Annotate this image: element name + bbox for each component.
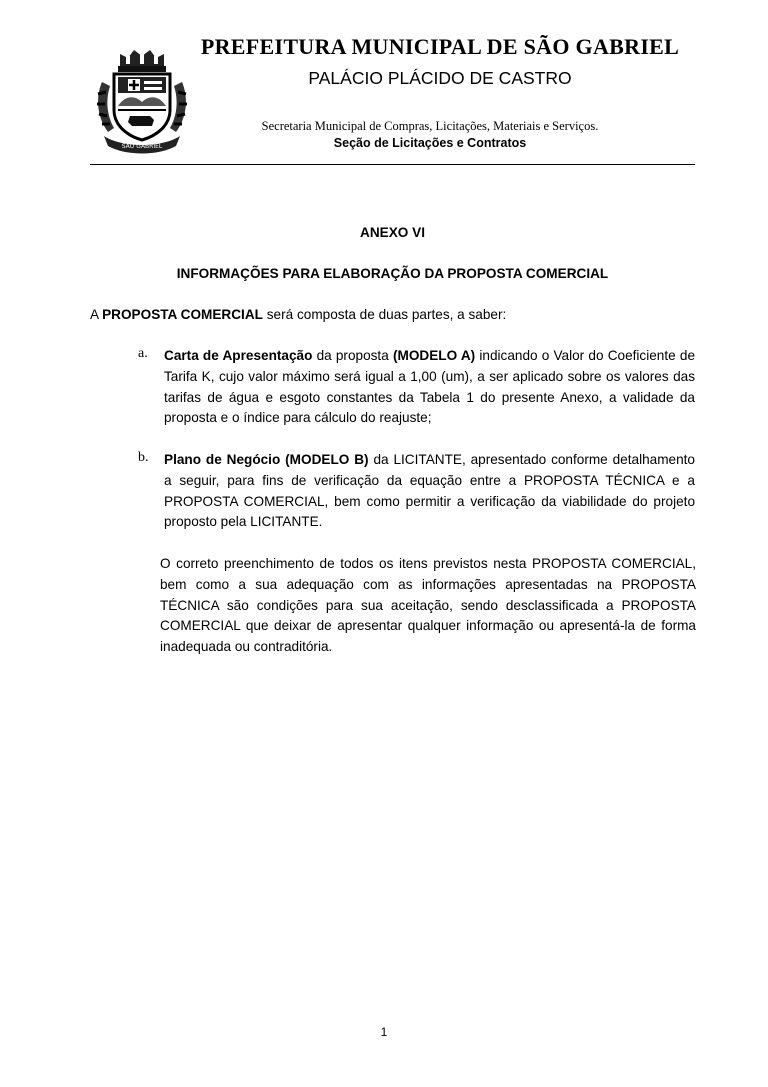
- item-text-part: indicando o Valor do Coeficiente de Tarifa K, cujo valor máximo será igual a 1,00 (um), a ser aplicado sobre os valores das tarifas de água e esgoto constantes da Tabela 1 do presente Anexo, a validade da proposta e o índice para cálculo do reajuste;: [164, 348, 696, 426]
- item-text-part: da proposta: [312, 348, 393, 363]
- intro-rest: será composta de duas partes, a saber:: [262, 307, 507, 322]
- secretaria-line: Secretaria Municipal de Compras, Licitações, Materiais e Serviços.: [261, 119, 599, 133]
- page-number: 1: [380, 1025, 388, 1039]
- annex-title: ANEXO VI: [360, 225, 425, 240]
- secao-line: Seção de Licitações e Contratos: [333, 136, 527, 150]
- header-divider: [90, 164, 695, 165]
- list-marker: b.: [138, 450, 149, 465]
- intro-paragraph: [90, 307, 695, 322]
- coat-of-arms-logo: [92, 44, 192, 156]
- item-bold-model: (MODELO B): [285, 452, 369, 467]
- section-heading: INFORMAÇÕES PARA ELABORAÇÃO DA PROPOSTA COMERCIAL: [176, 266, 609, 281]
- item-bold-title: Plano de Negócio: [164, 452, 281, 467]
- intro-prefix: A: [90, 307, 103, 322]
- coat-ribbon-text: SÃO GABRIEL: [121, 143, 163, 150]
- item-bold-model: (MODELO A): [392, 348, 476, 363]
- list-item-text: [164, 346, 695, 429]
- palace-subtitle: PALÁCIO PLÁCIDO DE CASTRO: [308, 68, 572, 88]
- municipality-title: PREFEITURA MUNICIPAL DE SÃO GABRIEL: [200, 34, 680, 59]
- item-bold-title: Carta de Apresentação: [164, 348, 313, 363]
- intro-bold: PROPOSTA COMERCIAL: [102, 307, 263, 322]
- list-item-text: [164, 450, 695, 533]
- item-text-part: da LICITANTE, apresentado conforme detalhamento a seguir, para fins de verificação da equação entre a PROPOSTA TÉCNICA e a PROPOSTA COMERCIAL, bem como permitir a verificação da viabilidade do projeto proposto pela LICITANTE.: [164, 452, 695, 530]
- list-marker: a.: [138, 346, 148, 361]
- closing-paragraph: O correto preenchimento de todos os itens previstos nesta PROPOSTA COMERCIAL, bem como a sua adequação com as informações apresentadas na PROPOSTA TÉCNICA são condições para sua aceitação, sendo desclassificada a PROPOSTA COMERCIAL que deixar de apresentar qualquer informação ou apresentá-la de forma inadequada ou contraditória.: [160, 556, 696, 655]
